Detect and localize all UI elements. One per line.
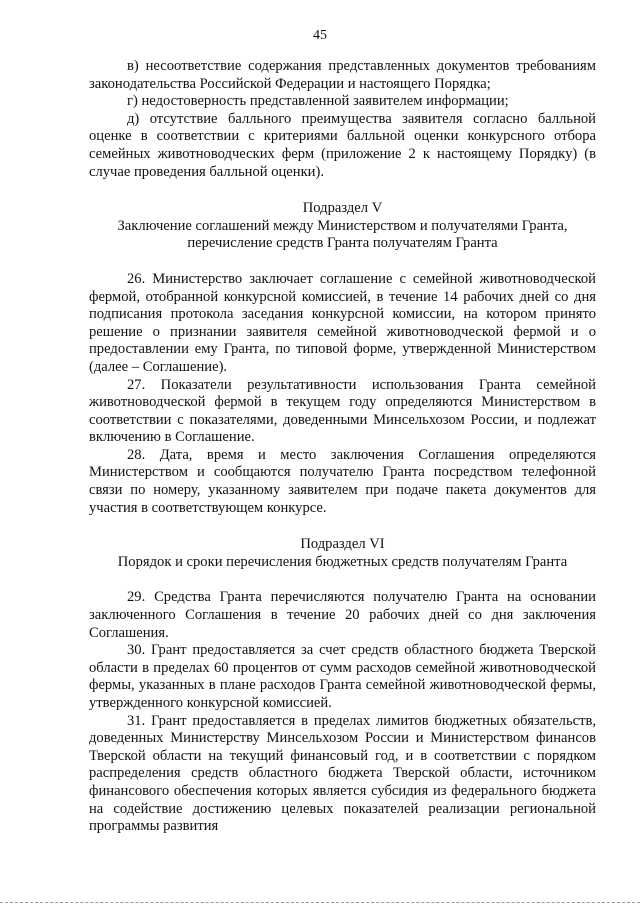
list-item-v: в) несоответствие содержания представленных документов требованиям законодательства Российской Федерации и настоящего Порядка; xyxy=(89,58,596,92)
subsection-6-heading xyxy=(89,536,596,571)
list-item-d: д) отсутствие балльного преимущества заявителя согласно балльной оценке в соответствии с критериями балльной оценки конкурсного отбора семейных животноводческих ферм (приложение 2 к настоящему Порядку) (в случае проведения балльной оценки). xyxy=(89,110,596,180)
paragraph-29: 29. Средства Гранта перечисляются получателю Гранта на основании заключенного Соглашения в течение 20 рабочих дней со дня заключения Соглашения. xyxy=(89,589,596,641)
subsection-6-title: Порядок и сроки перечисления бюджетных средств получателям Гранта xyxy=(117,553,568,570)
paragraph-28: 28. Дата, время и место заключения Соглашения определяются Министерством и сообщаются получателю Гранта посредством телефонной связи по номеру, указанному заявителем при подаче пакета документов для участия в соответствующем конкурсе. xyxy=(89,446,596,516)
scan-bottom-edge xyxy=(0,902,640,903)
paragraph-27: 27. Показатели результативности использования Гранта семейной животноводческой фермой в текущем году определяются Министерством в соответствии с показателями, доведенными Минсельхозом России, и подлежат включению в Соглашение. xyxy=(89,376,596,446)
page-number: 45 xyxy=(313,28,327,43)
subsection-5-label: Подраздел V xyxy=(302,200,383,217)
subsection-6-label: Подраздел VI xyxy=(300,536,385,553)
paragraph-31: 31. Грант предоставляется в пределах лимитов бюджетных обязательств, доведенных Министерству Минсельхозом России и Министерством финансов Тверской области на текущий финансовый год, и в соответствии с порядком распределения средств областного бюджета Тверской области, источником финансового обеспечения которых является субсидия из федерального бюджета на содействие достижению целевых показателей реализации региональной программы развития xyxy=(89,712,596,835)
paragraph-30: 30. Грант предоставляется за счет средств областного бюджета Тверской области в пределах 60 процентов от сумм расходов семейной животноводческой фермы, указанных в плане расходов Гранта семейной животноводческой фермы, утвержденного конкурсной комиссией. xyxy=(89,642,596,711)
list-item-g: г) недостоверность представленной заявителем информации; xyxy=(127,93,509,110)
subsection-5-title: Заключение соглашений между Министерством и получателями Гранта, перечисление средств Гранта получателям Гранта xyxy=(117,217,568,252)
document-body xyxy=(89,58,596,836)
paragraph-26: 26. Министерство заключает соглашение с семейной животноводческой фермой, отобранной конкурсной комиссией, в течение 14 рабочих дней со дня подписания протокола заседания конкурсной комиссии, на котором принято решение о признании заявителя семейной животноводческой фермой и о предоставлении ему Гранта, по типовой форме, утвержденной Министерством (далее – Соглашение). xyxy=(89,270,596,375)
subsection-5-heading xyxy=(89,200,596,253)
